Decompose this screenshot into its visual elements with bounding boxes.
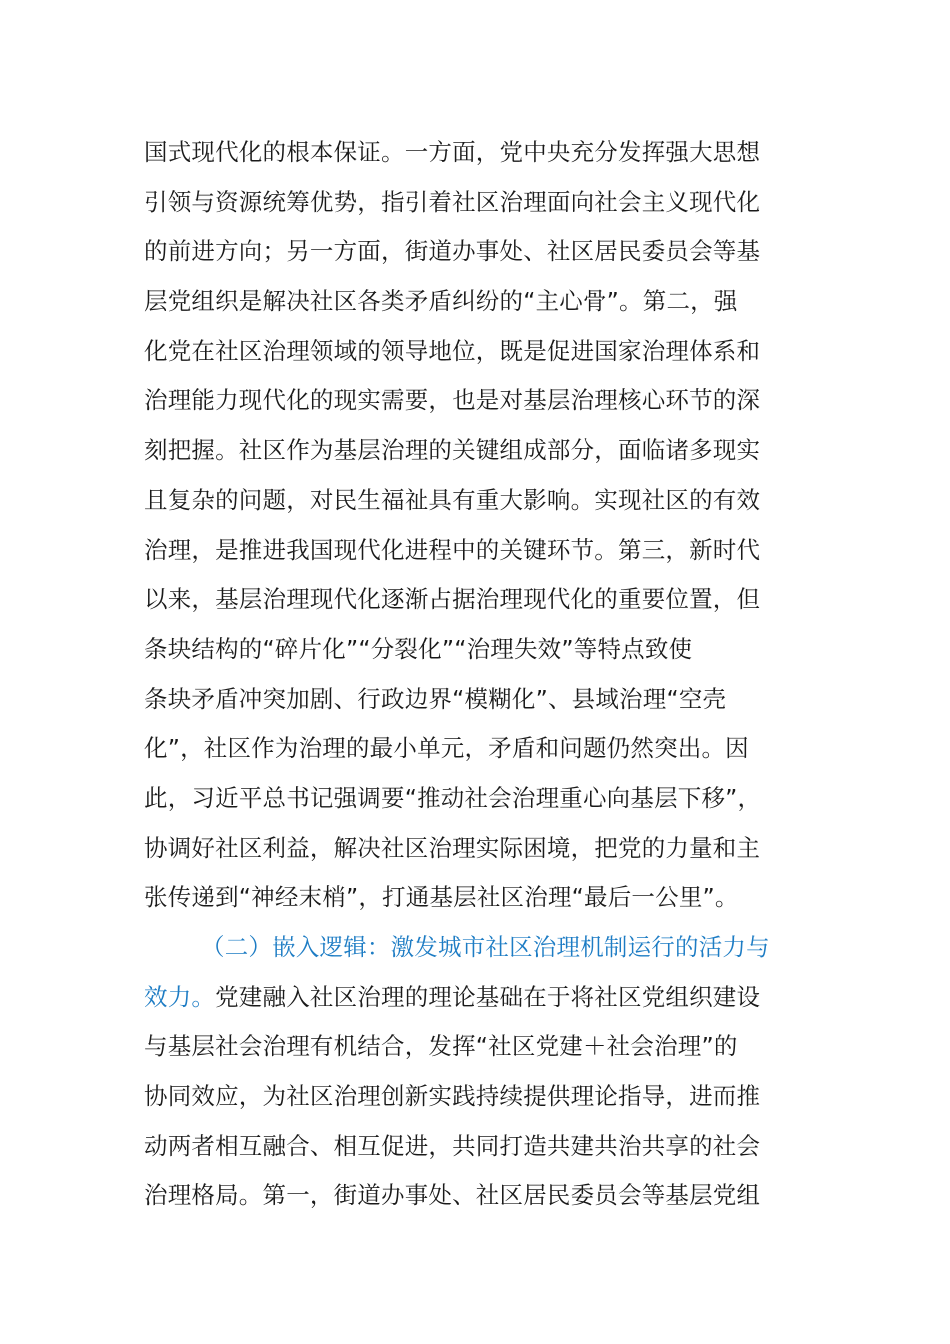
text-line: 协同效应，为社区治理创新实践持续提供理论指导，进而推: [144, 1082, 761, 1111]
text-line: 化”，社区作为治理的最小单元，矛盾和问题仍然突出。因: [144, 734, 749, 763]
text-line: 治理，是推进我国现代化进程中的关键环节。第三，新时代: [144, 535, 761, 564]
text-line: 与基层社会治理有机结合，发挥“社区党建＋社会治理”的: [144, 1032, 738, 1061]
text-line: 且复杂的问题，对民生福祉具有重大影响。实现社区的有效: [144, 485, 761, 514]
text-line: 治理能力现代化的现实需要，也是对基层治理核心环节的深: [144, 386, 761, 415]
text-line: 治理格局。第一，街道办事处、社区居民委员会等基层党组: [144, 1181, 761, 1210]
text-line: 刻把握。社区作为基层治理的关键组成部分，面临诸多现实: [144, 436, 761, 465]
text-line: 条块结构的“碎片化”“分裂化”“治理失效”等特点致使: [144, 634, 693, 663]
text-line: 条块矛盾冲突加剧、行政边界“模糊化”、县域治理“空壳: [144, 684, 727, 713]
text-line: [144, 973, 806, 1023]
text-line: 协调好社区利益，解决社区治理实际困境，把党的力量和主: [144, 833, 761, 862]
paragraph-1: [144, 128, 806, 923]
text-line: 国式现代化的根本保证。一方面，党中央充分发挥强大思想: [144, 138, 761, 166]
text-line: 引领与资源统筹优势，指引着社区治理面向社会主义现代化: [144, 187, 761, 216]
document-body: [144, 128, 806, 1221]
text-line: 化党在社区治理领域的领导地位，既是促进国家治理体系和: [144, 336, 761, 365]
text-line: 以来，基层治理现代化逐渐占据治理现代化的重要位置，但: [144, 585, 761, 614]
text-line: 此，习近平总书记强调要“推动社会治理重心向基层下移”，: [144, 783, 762, 812]
text-line: 层党组织是解决社区各类矛盾纠纷的“主心骨”。第二，强: [144, 287, 738, 316]
section-heading-end: 效力。: [144, 982, 216, 1011]
text-span: 党建融入社区治理的理论基础在于将社区党组织建设: [215, 982, 761, 1011]
section-heading: （二）嵌入逻辑：激发城市社区治理机制运行的活力与: [201, 933, 770, 961]
paragraph-2: [144, 923, 806, 1221]
text-line: 动两者相互融合、相互促进，共同打造共建共治共享的社会: [144, 1131, 761, 1160]
text-line: 张传递到“神经末梢”，打通基层社区治理“最后一公里”。: [144, 883, 739, 912]
text-line: 的前进方向；另一方面，街道办事处、社区居民委员会等基: [144, 237, 761, 266]
